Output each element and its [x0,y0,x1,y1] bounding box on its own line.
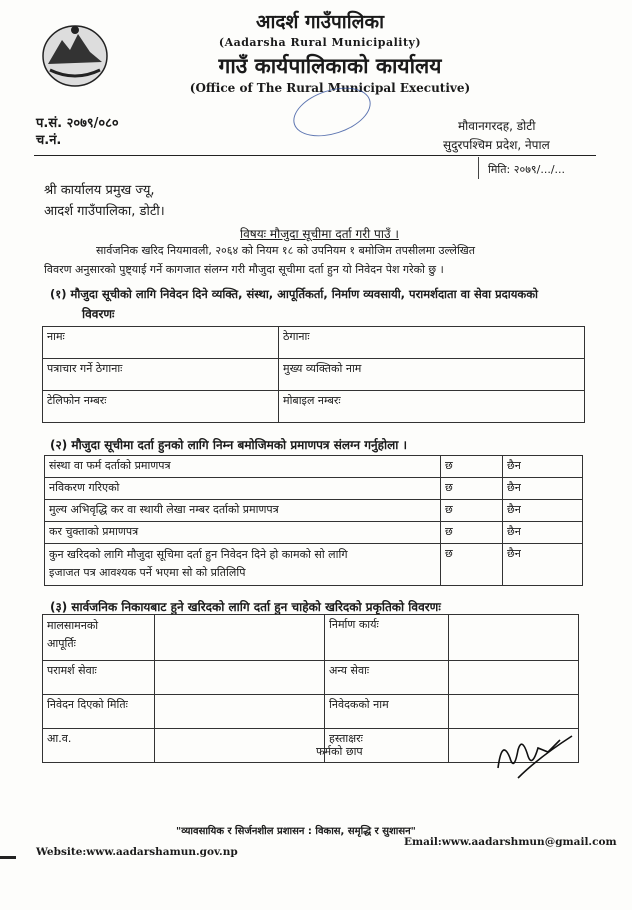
certificate-label: कर चुक्ताको प्रमाणपत्र [45,522,441,544]
table-row [43,615,579,661]
consulting-label: परामर्श सेवाः [43,661,155,695]
letter-body-line-1: सार्वजनिक खरिद नियमावली, २०६४ को नियम १८ को उपनियम १ बमोजिम तपसीलमा उल्लेखित [96,244,476,257]
dispatch-number: च.नं. [36,133,62,148]
other-services-field[interactable] [449,661,579,695]
municipality-title: आदर्श गाउँपालिका [255,11,385,33]
table-row [45,544,583,586]
table-row [43,661,579,695]
header-divider [34,155,596,156]
section-2-heading: (२) मौजुदा सूचीमा दर्ता हुनको लागि निम्न बमोजिमको प्रमाणपत्र संलग्न गर्नुहोला । [50,438,408,452]
telephone-field[interactable]: टेलिफोन नम्बरः [43,391,279,423]
recipient-line-2: आदर्श गाउँपालिका, डोटी। [44,204,165,219]
letter-subject: विषयः मौजुदा सूचीमा दर्ता गरी पाउँ । [240,227,399,241]
signature-label: हस्ताक्षरः [325,729,449,763]
date-divider [478,157,479,179]
firm-stamp-label: फर्मको छाप [316,745,363,758]
name-field[interactable]: नामः [43,327,279,359]
application-date-label: निवेदन दिएको मितिः [43,695,155,729]
certificate-label [45,544,441,586]
certificate-label: संस्था वा फर्म दर्ताको प्रमाणपत्र [45,456,441,478]
office-title-english: (Office of The Rural Municipal Executive) [189,81,471,95]
goods-supply-label [43,615,155,661]
other-services-label: अन्य सेवाः [325,661,449,695]
address-line-2: सुदुरपश्चिम प्रदेश, नेपाल [443,138,550,152]
office-title: गाउँ कार्यपालिकाको कार्यालय [218,54,442,78]
section-3-heading: (३) सार्वजनिक निकायबाट हुने खरिदको लागि दर्ता हुन चाहेको खरिदको प्रकृतिको विवरणः [50,600,441,614]
fiscal-year-label: आ.व. [43,729,155,763]
yes-option[interactable]: छ [441,522,503,544]
consulting-field[interactable] [155,661,325,695]
municipality-title-english: (Aadarsha Rural Municipality) [218,36,422,49]
goods-supply-field[interactable] [155,615,325,661]
yes-option[interactable]: छ [441,456,503,478]
yes-option[interactable]: छ [441,544,503,586]
table-row [45,456,583,478]
certificates-table [44,455,583,586]
table-row [45,500,583,522]
goods-label-line-2: आपूर्तिः [47,637,76,650]
no-option[interactable]: छैन [503,522,583,544]
table-row [45,522,583,544]
certificate-label: नविकरण गरिएको [45,478,441,500]
letter-body-line-2: विवरण अनुसारको पुष्ट्याई गर्ने कागजात संलग्न गरी मौजुदा सूचीमा दर्ता हुन यो निवेदन पेश गरेको छु । [44,263,444,276]
footer-email[interactable]: Email:www.aadarshmun@gmail.com [404,836,617,848]
applicant-name-label: निवेदकको नाम [325,695,449,729]
no-option[interactable]: छैन [503,456,583,478]
applicant-name-field[interactable] [449,695,579,729]
signature-icon [488,728,578,784]
footer-motto: "व्यावसायिक र सिर्जनशील प्रशासन : विकास, समृद्धि र सुशासन" [176,826,416,837]
construction-label: निर्माण कार्यः [325,615,449,661]
recipient-line-1: श्री कार्यालय प्रमुख ज्यू, [44,183,155,198]
page-edge-mark [0,856,16,859]
no-option[interactable]: छैन [503,478,583,500]
yes-option[interactable]: छ [441,500,503,522]
fiscal-year-field[interactable] [155,729,325,763]
mobile-field[interactable]: मोबाइल नम्बरः [279,391,585,423]
table-row [45,478,583,500]
table-row [43,327,585,359]
table-row [43,391,585,423]
certificate-label-line-2: इजाजत पत्र आवश्यक पर्ने भएमा सो को प्रतिलिपि [49,566,246,579]
address-field[interactable]: ठेगानाः [279,327,585,359]
application-date-field[interactable] [155,695,325,729]
construction-field[interactable] [449,615,579,661]
correspondence-address-field[interactable]: पत्राचार गर्ने ठेगानाः [43,359,279,391]
no-option[interactable]: छैन [503,500,583,522]
reference-number: प.सं. २०७९/०८० [36,116,119,131]
contact-person-field[interactable]: मुख्य व्यक्तिको नाम [279,359,585,391]
applicant-details-table [42,326,585,423]
no-option[interactable]: छैन [503,544,583,586]
certificate-label: मुल्य अभिवृद्धि कर वा स्थायी लेखा नम्बर दर्ताको प्रमाणपत्र [45,500,441,522]
address-line-1: मौवानगरदह, डोटी [458,119,536,133]
yes-option[interactable]: छ [441,478,503,500]
section-1-heading-cont: विवरणः [82,307,115,321]
goods-label-line-1: मालसामनको [47,619,99,632]
footer-website[interactable]: Website:www.aadarshamun.gov.np [36,846,238,858]
table-row [43,359,585,391]
certificate-label-line-1: कुन खरिदको लागि मौजुदा सूचिमा दर्ता हुन निवेदन दिने हो कामको सो लागि [49,548,348,561]
nepal-emblem-icon [40,20,110,88]
letter-date: मिति: २०७९/.../... [488,163,566,176]
table-row [43,695,579,729]
section-1-heading: (१) मौजुदा सूचीको लागि निवेदन दिने व्यक्ति, संस्था, आपूर्तिकर्ता, निर्माण व्यवसायी, परामर्शदाता वा सेवा प्रदायकको [50,287,539,301]
